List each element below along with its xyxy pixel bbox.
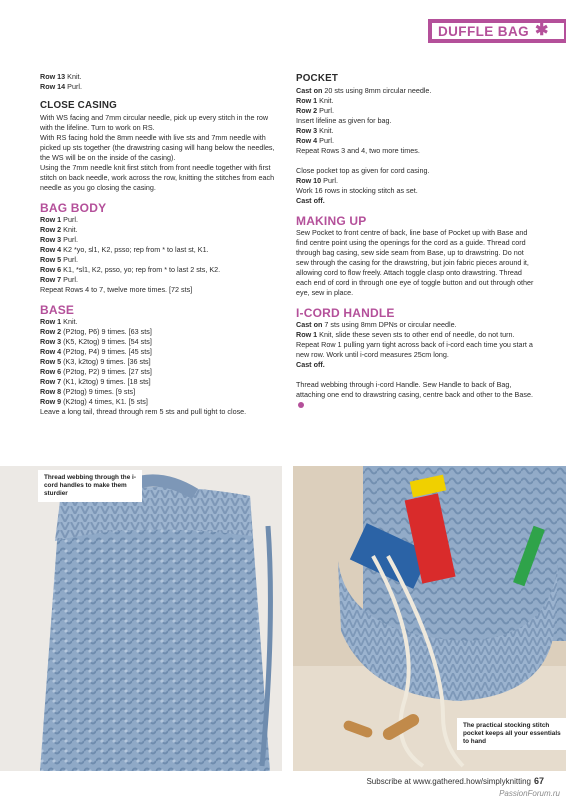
base-row: Row 3 (K5, K2tog) 9 times. [54 sts] [40,337,152,346]
flower-icon: ✱ [535,22,549,39]
page-number: 67 [533,776,544,786]
pocket-row: Repeat Rows 3 and 4, two more times. [296,146,420,155]
icord-cast-off: Cast off. [296,360,325,369]
bag-photo [0,466,282,771]
pocket-row: Row 1 Knit. [296,96,334,105]
pocket-row: Work 16 rows in stocking stitch as set. [296,186,418,195]
base-row: Row 7 (K1, k2tog) 9 times. [18 sts] [40,377,151,386]
row-13: Row 13 Knit. [40,72,82,81]
right-column [296,72,536,410]
bag-body-row: Row 7 Purl. [40,275,78,284]
bag-body-row: Row 2 Knit. [40,225,78,234]
heading-base: BASE [40,303,75,317]
close-casing-p3: Using the 7mm needle knit first stitch from front needle together with first stitch on back needle, work across the row, knitting the stitches from each needle as you go closing the casing. [40,163,275,192]
base-row: Row 6 (P2tog, P2) 9 times. [27 sts] [40,367,152,376]
heading-making-up: MAKING UP [296,214,367,228]
row-14: Row 14 Purl. [40,82,82,91]
base-row: Row 4 (P2tog, P4) 9 times. [45 sts] [40,347,152,356]
left-column [40,72,280,417]
section-tag [428,19,566,43]
caption-right: The practical stocking stitch pocket keeps all your essentials to hand [457,718,566,750]
caption-left: Thread webbing through the i-cord handles to make them sturdier [38,470,142,502]
base-row: Row 1 Knit. [40,317,78,326]
base-note: Leave a long tail, thread through rem 5 sts and pull tight to close. [40,407,247,416]
pocket-row: Row 2 Purl. [296,106,334,115]
bag-body-row: Row 1 Purl. [40,215,78,224]
bag-body-note: Repeat Rows 4 to 7, twelve more times. [72 sts] [40,285,193,294]
bag-body-row: Row 4 K2 *yo, sl1, K2, psso; rep from * to last st, K1. [40,245,209,254]
pocket-row: Insert lifeline as given for bag. [296,116,392,125]
subscribe-link[interactable]: Subscribe at www.gathered.how/simplyknitting [366,777,531,786]
base-row: Row 2 (P2tog, P6) 9 times. [63 sts] [40,327,152,336]
base-row: Row 8 (P2tog) 9 times. [9 sts] [40,387,136,396]
pocket-row: Cast off. [296,196,325,205]
heading-bag-body: BAG BODY [40,201,107,215]
icord-row-1: Row 1 Knit, slide these seven sts to other end of needle, do not turn. [296,330,515,339]
icord-cast-on: Cast on 7 sts using 8mm DPNs or circular needle. [296,320,457,329]
heading-icord: I-CORD HANDLE [296,306,395,320]
knitted-bag-illustration [0,466,282,771]
pocket-row: Row 3 Knit. [296,126,334,135]
heading-pocket: POCKET [296,73,339,84]
footer [366,776,544,786]
base-row: Row 9 (K2tog) 4 times, K1. [5 sts] [40,397,148,406]
heading-close-casing: CLOSE CASING [40,100,117,111]
bag-body-row: Row 5 Purl. [40,255,78,264]
icord-final: Thread webbing through i-cord Handle. Sew Handle to back of Bag, attaching one end to drawstring casing, centre back and other to the Base. [296,380,536,410]
pocket-row: Row 4 Purl. [296,136,334,145]
close-casing-p1: With WS facing and 7mm circular needle, pick up every stitch in the row with the lifeline. Turn to work on RS. [40,113,269,132]
pocket-row: Close pocket top as given for cord casing. [296,166,430,175]
end-marker-icon [298,402,304,408]
close-casing-p2: With RS facing hold the 8mm needle with live sts and 7mm needle with picked up sts together (the drawstring casing will hang below the needles, the WS will be on the inside of the casing). [40,133,275,162]
pocket-row: Row 10 Purl. [296,176,338,185]
bag-body-row: Row 3 Purl. [40,235,78,244]
section-title: DUFFLE BAG [438,23,529,39]
making-up-text: Sew Pocket to front centre of back, line base of Pocket up with Base and find centre point using the openings for the cord as a guide. Thread cord through bag casing, sew side seam from Base, up to drawstring. Do not sew through the casing for the drawstring, but join fabric pieces around it, allowing cord to flow freely. Attach toggle clasp onto drawstring. Thread each end of cord in through one eye of toggle button and out through other eye, sew in place. [296,228,534,297]
bag-body-row: Row 6 K1, *sl1, K2, psso, yo; rep from * to last 2 sts, K2. [40,265,221,274]
icord-repeat: Repeat Row 1 pulling yarn tight across back of i-cord each time you start a new row. Work until i-cord measures 25cm long. [296,340,533,359]
watermark: PassionForum.ru [499,789,560,798]
pocket-photo [293,466,566,771]
base-row: Row 5 (K3, k2tog) 9 times. [36 sts] [40,357,151,366]
pocket-row: Cast on 20 sts using 8mm circular needle. [296,86,432,95]
